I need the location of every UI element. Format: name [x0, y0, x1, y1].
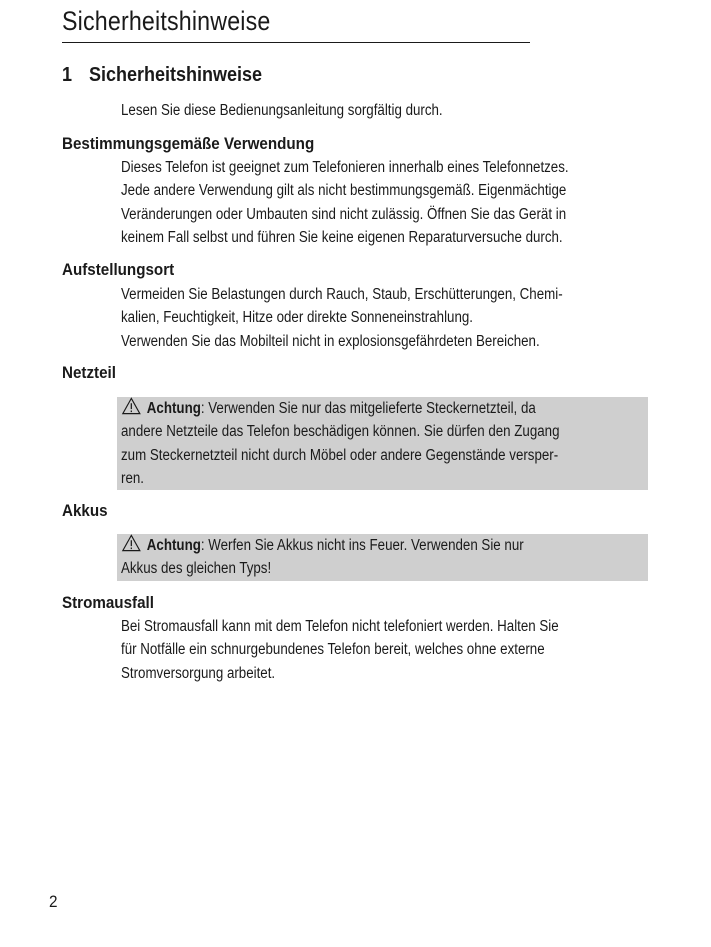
- warning-box-akkus: [117, 534, 648, 581]
- page-number: 2: [49, 892, 58, 911]
- paragraph-line: Jede andere Verwendung gilt als nicht bestimmungsgemäß. Eigenmächtige: [121, 182, 567, 200]
- warning-line: zum Steckernetzteil nicht durch Möbel oder andere Gegenstände versper-: [121, 446, 559, 464]
- paragraph-line: Verwenden Sie das Mobilteil nicht in explosionsgefährdeten Bereichen.: [121, 332, 540, 350]
- warning-first-line: [121, 534, 654, 557]
- warning-triangle-icon: [121, 397, 142, 415]
- warning-first-text: : Werfen Sie Akkus nicht ins Feuer. Verwenden Sie nur: [200, 537, 524, 554]
- warning-line: andere Netzteile das Telefon beschädigen können. Sie dürfen den Zugang: [121, 423, 560, 441]
- section-body-aufstellungsort: [121, 283, 637, 353]
- warning-label: Achtung: [146, 400, 201, 417]
- section-body-stromausfall: [121, 615, 637, 685]
- chapter-number: 1: [62, 64, 73, 86]
- warning-line: Akkus des gleichen Typs!: [121, 560, 272, 578]
- running-header: Sicherheitshinweise: [62, 6, 271, 36]
- section-heading-akkus: Akkus: [62, 502, 108, 520]
- warning-first-text: : Verwenden Sie nur das mitgelieferte Steckernetzteil, da: [200, 400, 536, 417]
- header-rule: [62, 42, 530, 43]
- section-heading-stromausfall: Stromausfall: [62, 594, 154, 612]
- paragraph-line: Stromversorgung arbeitet.: [121, 664, 276, 682]
- paragraph-line: Dieses Telefon ist geeignet zum Telefonieren innerhalb eines Telefonnetzes.: [121, 159, 569, 176]
- section-body-bestimmung: [121, 156, 637, 249]
- intro-paragraph: [121, 99, 637, 122]
- warning-label: Achtung: [146, 537, 201, 554]
- paragraph-line: Vermeiden Sie Belastungen durch Rauch, Staub, Erschütterungen, Chemi-: [121, 286, 563, 303]
- warning-box-netzteil: [117, 397, 648, 490]
- section-heading-bestimmung: Bestimmungsgemäße Verwendung: [62, 135, 315, 153]
- paragraph-line: Bei Stromausfall kann mit dem Telefon nicht telefoniert werden. Halten Sie: [121, 618, 559, 635]
- warning-first-line: [121, 397, 654, 420]
- intro-line: Lesen Sie diese Bedienungsanleitung sorgfältig durch.: [121, 102, 443, 119]
- paragraph-line: keinem Fall selbst und führen Sie keine eigenen Reparaturversuche durch.: [121, 228, 563, 246]
- warning-text-akkus: [121, 534, 654, 581]
- warning-line: ren.: [121, 469, 144, 487]
- warning-text-netzteil: [121, 397, 654, 490]
- paragraph-line: für Notfälle ein schnurgebundenes Telefon bereit, welches ohne externe: [121, 641, 545, 659]
- section-heading-aufstellungsort: Aufstellungsort: [62, 261, 175, 279]
- chapter-title: [62, 64, 262, 87]
- warning-triangle-icon: [121, 534, 142, 552]
- paragraph-line: Veränderungen oder Umbauten sind nicht zulässig. Öffnen Sie das Gerät in: [121, 205, 567, 223]
- section-heading-netzteil: Netzteil: [62, 364, 116, 382]
- paragraph-line: kalien, Feuchtigkeit, Hitze oder direkte Sonneneinstrahlung.: [121, 309, 473, 327]
- chapter-title-text: Sicherheitshinweise: [89, 64, 263, 86]
